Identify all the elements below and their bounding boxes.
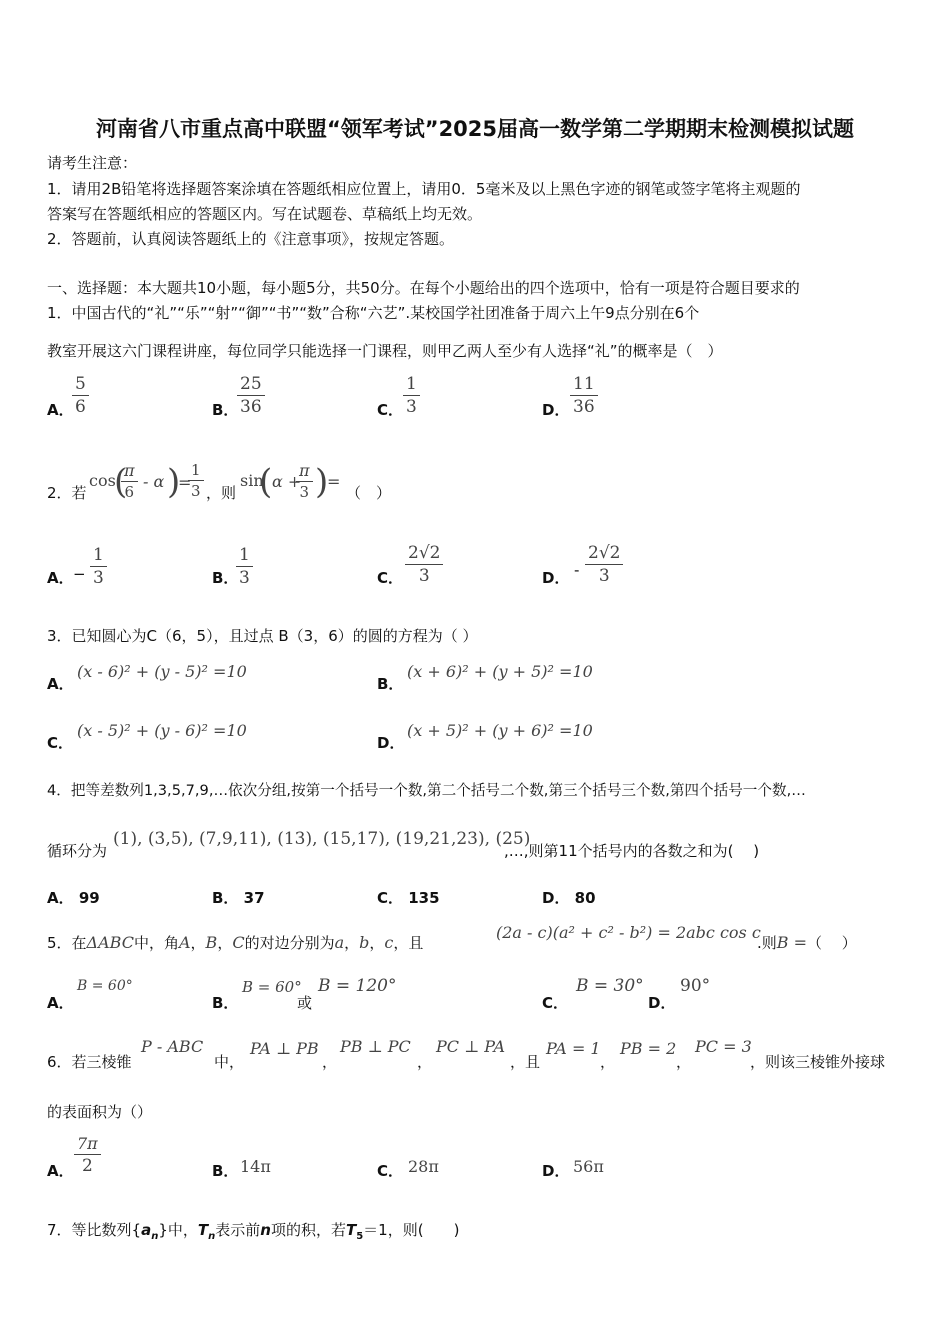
q6-suffix: ，则该三棱锥外接球 [750, 1053, 886, 1071]
q6-option-d-label: D． [542, 1162, 570, 1180]
q6-value-1: PA = 1 [546, 1039, 601, 1058]
q5-option-b-expr: B = 60° [242, 978, 302, 996]
notice-line-2: 2．答题前，认真阅读答题纸上的《注意事项》，按规定答题。 [47, 230, 455, 248]
q4-group-list: (1), (3,5), (7,9,11), (13), (15,17), (19,21,23), (25) [113, 829, 531, 849]
q6-option-b-label: B． [212, 1162, 239, 1180]
q6-pabc: P - ABC [141, 1037, 204, 1056]
q2-eq2: = [327, 472, 341, 491]
q6-option-a-fraction: $\frac{7\pi}{2}$ [74, 1134, 101, 1176]
q1-option-a-label: A． [47, 401, 74, 419]
q1-option-b-fraction: $\frac{25}{36}$ [237, 374, 265, 417]
q5-option-b-expr2: B = 120° [318, 976, 397, 996]
q2-paren2-close: ) [315, 462, 329, 502]
q6-comma-4: ， [676, 1053, 692, 1071]
q6-comma-1: ， [322, 1053, 338, 1071]
q4-group: (19,21,23) [395, 829, 485, 849]
q1-option-a-fraction: $\frac{5}{6}$ [72, 374, 89, 417]
q1-option-b-label: B． [212, 401, 239, 419]
q2-option-a-label: A． [47, 569, 74, 587]
q2-option-c-fraction: $\frac{2√2}{3}$ [405, 543, 443, 586]
q2-option-b-fraction: $\frac{1}{3}$ [236, 545, 253, 588]
q5-option-a-expr: B = 60° [77, 978, 133, 994]
q5-option-b-label: B． [212, 994, 239, 1012]
q3-option-d-expr: (x + 5)² + (y + 6)² =10 [407, 721, 593, 740]
q2-then: ，则 [206, 484, 237, 502]
q2-option-b-label: B． [212, 569, 239, 587]
q1-stem-line1: 1．中国古代的“礼”“乐”“射”“御”“书”“数”合称“六艺”.某校国学社团准备于周六上午9点分别在6个 [47, 304, 700, 322]
q4-option-a: A． 99 [47, 889, 100, 907]
q6-option-b-expr: 14π [240, 1157, 271, 1176]
q3-option-b-expr: (x + 6)² + (y + 5)² =10 [407, 662, 593, 681]
q2-option-d-sign: - [574, 561, 580, 579]
q1-option-c-fraction: $\frac{1}{3}$ [403, 374, 420, 417]
q6-relation-3: PC ⊥ PA [436, 1037, 506, 1056]
q5-option-d-expr: 90° [680, 976, 711, 996]
q6-stem-line2: 的表面积为（） [47, 1103, 153, 1121]
q6-relation-1: PA ⊥ PB [250, 1039, 319, 1058]
q2-option-c-label: C． [377, 569, 404, 587]
q3-option-b-label: B． [377, 675, 404, 693]
q5-equation: (2a - c)(a² + c² - b²) = 2abc cos c [496, 923, 761, 942]
q3-option-a-expr: (x - 6)² + (y - 5)² =10 [77, 662, 247, 681]
q6-comma-2: ， [417, 1053, 433, 1071]
q5-option-c-expr: B = 30° [576, 976, 644, 996]
q1-stem-line2: 教室开展这六门课程讲座，每位同学只能选择一门课程，则甲乙两人至少有人选择“礼”的概率是（ ） [47, 342, 723, 360]
q2-option-a-sign: − [73, 565, 86, 583]
q4-group: (7,9,11) [199, 829, 267, 849]
q2-alpha-plus: α + [272, 472, 302, 491]
q5-stem: 5．在ΔABC中，角A，B，C的对边分别为a，b，c，且 [47, 933, 424, 952]
q4-prefix: 循环分为 [47, 842, 108, 860]
q2-paren-close: ) [167, 462, 181, 502]
q1-option-c-label: C． [377, 401, 404, 419]
q3-option-a-label: A． [47, 675, 74, 693]
q3-option-c-expr: (x - 5)² + (y - 6)² =10 [77, 721, 247, 740]
q4-stem-line1: 4．把等差数列1,3,5,7,9,…依次分组,按第一个括号一个数,第二个括号二个数,第三个括号三个数,第四个括号一个数,… [47, 782, 806, 799]
q2-one-third: $\frac{1}{3}$ [188, 461, 204, 500]
q2-sin: sin [240, 471, 264, 490]
q2-paren-open: ( [114, 462, 128, 502]
section-heading: 一、选择题：本大题共10小题，每小题5分，共50分。在每个小题给出的四个选项中，恰有一项是符合题目要求的 [47, 279, 800, 297]
q4-group: (3,5) [147, 829, 189, 849]
q6-option-a-label: A． [47, 1162, 74, 1180]
q6-option-c-label: C． [377, 1162, 404, 1180]
q2-minus-alpha: - α [143, 472, 165, 491]
q6-and: ，且 [510, 1053, 541, 1071]
q5-option-b-or: 或 [297, 994, 313, 1012]
q6-prefix: 6．若三棱锥 [47, 1053, 132, 1071]
q4-group: (1) [113, 829, 138, 849]
q6-relation-2: PB ⊥ PC [340, 1037, 411, 1056]
q4-group: (25) [495, 829, 531, 849]
q2-blank: （ ） [346, 484, 392, 502]
q7-stem: 7．等比数列$\{a_n\}$中，$T_n$表示前n项的积，若$T_5=1$，则( ) [47, 1221, 460, 1242]
notice-line-1a: 1．请用2B铅笔将选择题答案涂填在答题纸相应位置上，请用0．5毫米及以上黑色字迹的钢笔或签字笔将主观题的 [47, 180, 801, 198]
q6-comma-3: ， [600, 1053, 616, 1071]
q2-option-d-fraction: $\frac{2√2}{3}$ [585, 543, 623, 586]
q4-group: (13) [277, 829, 313, 849]
q2-pi-over-3: $\frac{\pi}{3}$ [296, 461, 313, 501]
notice-heading: 请考生注意： [47, 154, 138, 172]
q2-cos: cos [89, 471, 116, 490]
q2-option-a-fraction: $\frac{1}{3}$ [90, 545, 107, 588]
q5-ask: .则B =（ ） [757, 933, 857, 952]
q6-option-c-expr: 28π [408, 1157, 439, 1176]
q5-option-a-label: A． [47, 994, 74, 1012]
q4-option-b: B． 37 [212, 889, 265, 907]
q3-stem: 3．已知圆心为C（6，5），且过点 B（3，6）的圆的方程为（ ） [47, 627, 478, 645]
q2-eq: = [178, 473, 192, 492]
q5-option-c-label: C． [542, 994, 569, 1012]
q4-group: (15,17) [322, 829, 385, 849]
q1-option-d-fraction: $\frac{11}{36}$ [570, 374, 598, 417]
q1-option-d-label: D． [542, 401, 570, 419]
notice-line-1b: 答案写在答题纸相应的答题区内。写在试题卷、草稿纸上均无效。 [47, 205, 483, 223]
q6-middle: 中， [214, 1053, 245, 1071]
q2-pi-over-6: $\frac{\pi}{6}$ [121, 461, 138, 501]
q6-value-2: PB = 2 [620, 1039, 677, 1058]
q3-option-c-label: C． [47, 734, 74, 752]
page-title: 河南省八市重点高中联盟“领军考试”2025届高一数学第二学期期末检测模拟试题 [95, 117, 855, 141]
q3-option-d-label: D． [377, 734, 405, 752]
q6-value-3: PC = 3 [695, 1037, 752, 1056]
q2-prefix: 2．若 [47, 484, 87, 502]
q5-triangle: ΔABC [86, 933, 134, 952]
q4-suffix: ,…,则第11个括号内的各数之和为( ) [504, 842, 760, 860]
q6-option-d-expr: 56π [573, 1157, 604, 1176]
q2-option-d-label: D． [542, 569, 570, 587]
q4-option-d: D． 80 [542, 889, 596, 907]
q5-option-d-label: D． [648, 994, 676, 1012]
q2-paren2-open: ( [259, 462, 273, 502]
q4-option-c: C． 135 [377, 889, 440, 907]
